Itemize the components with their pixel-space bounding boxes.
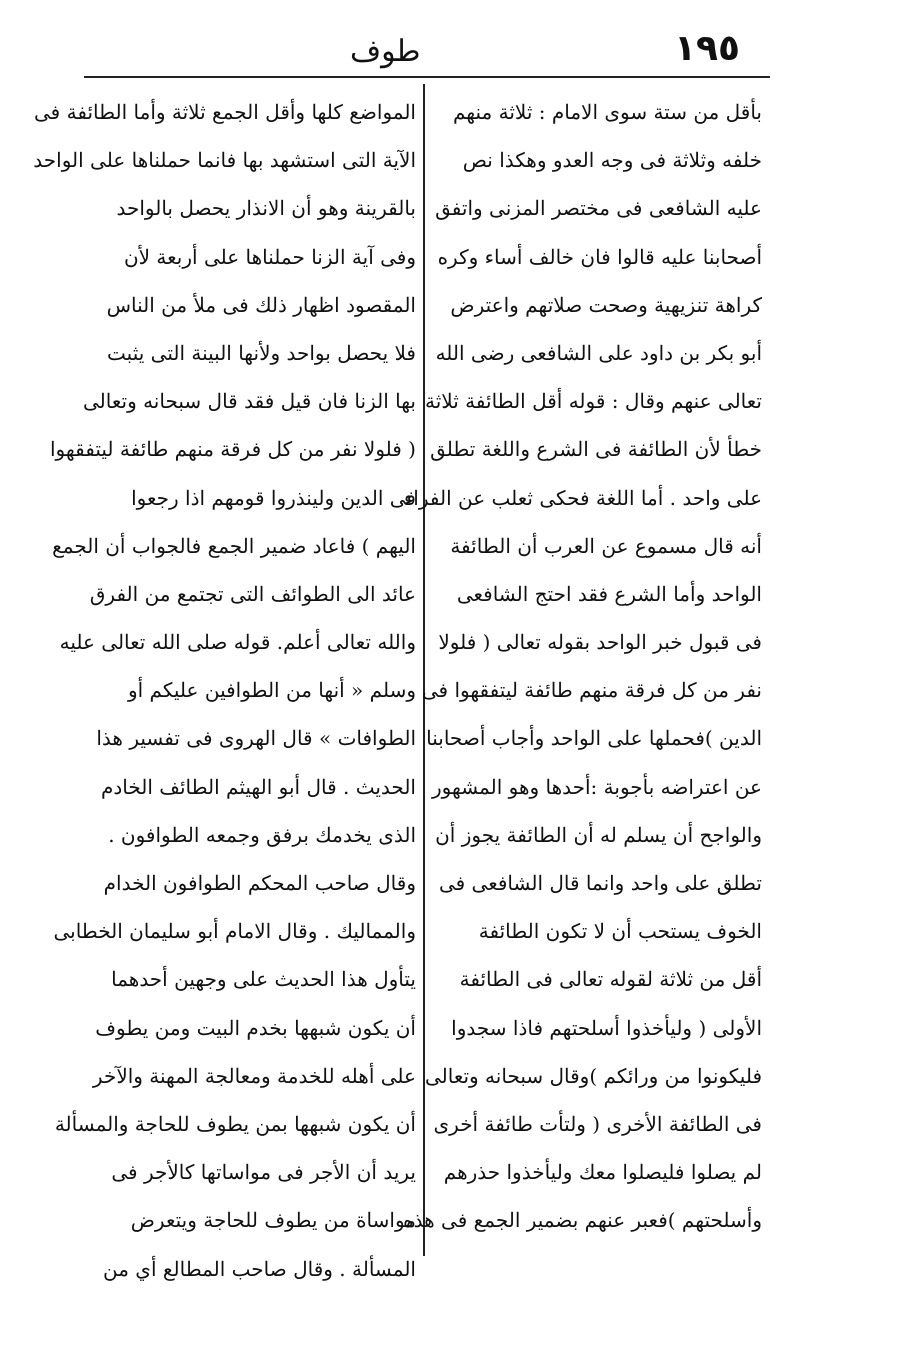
left-column-line: أن يكون شبهها بمن يطوف للحاجة والمسألة — [54, 1111, 416, 1136]
right-column-line: الخوف يستحب أن لا تكون الطائفة — [478, 919, 762, 944]
left-column-line: الطوافات » قال الهروى فى تفسير هذا — [96, 726, 416, 751]
right-column-line: نفر من كل فرقة منهم طائفة ليتفقهوا فى — [421, 678, 762, 703]
right-column-line: تطلق على واحد وانما قال الشافعى فى — [438, 871, 762, 895]
left-column-line: مواساة من يطوف للحاجة ويتعرض — [130, 1208, 416, 1233]
left-column-line: على أهله للخدمة ومعالجة المهنة والآخر — [92, 1063, 416, 1088]
left-column-line: الحديث . قال أبو الهيثم الطائف الخادم — [100, 774, 416, 799]
left-column-line: الآية التى استشهد بها فانما حملناها على الواحد — [33, 148, 416, 173]
left-column-line: يريد أن الأجر فى مواساتها كالأجر فى — [111, 1160, 416, 1185]
right-column-line: على واحد . أما اللغة فحكى ثعلب عن الفراء — [403, 485, 762, 510]
left-column-line: أن يكون شبهها بخدم البيت ومن يطوف — [95, 1015, 416, 1040]
right-column-line: أصحابنا عليه قالوا فان خالف أساء وكره — [437, 244, 762, 269]
right-column-line: الأولى ( وليأخذوا أسلحتهم فاذا سجدوا — [451, 1015, 762, 1040]
left-column-line: فى الدين ولينذروا قومهم اذا رجعوا — [131, 485, 416, 510]
left-column-line: الذى يخدمك برفق وجمعه الطوافون . — [108, 822, 416, 847]
left-column-line: فلا يحصل بواحد ولأنها البينة التى يثبت — [107, 340, 416, 365]
left-column-line: وفى آية الزنا حملناها على أربعة لأن — [123, 244, 416, 269]
page-header — [70, 28, 740, 78]
right-column-line: عليه الشافعى فى مختصر المزنى واتفق — [435, 196, 762, 221]
left-column-line: والمماليك . وقال الامام أبو سليمان الخطابى — [53, 919, 416, 944]
left-column-line: بالقرينة وهو أن الانذار يحصل بالواحد — [116, 196, 416, 221]
right-column-line: تعالى عنهم وقال : قوله أقل الطائفة ثلاثة — [425, 389, 762, 414]
right-column-line: فليكونوا من ورائكم )وقال سبحانه وتعالى — [424, 1063, 762, 1088]
left-column-line: عائد الى الطوائف التى تجتمع من الفرق — [89, 581, 416, 606]
right-column-line: كراهة تنزيهية وصحت صلاتهم واعترض — [450, 292, 762, 317]
right-column-line: فى قبول خبر الواحد بقوله تعالى ( فلولا — [438, 630, 762, 655]
left-column-line: اليهم ) فاعاد ضمير الجمع فالجواب أن الجمع — [52, 533, 416, 558]
right-column-line: وأسلحتهم )فعبر عنهم بضمير الجمع فى هذه — [403, 1208, 762, 1233]
right-column-line: الواحد وأما الشرع فقد احتج الشافعى — [456, 581, 762, 606]
right-column-line: والواجح أن يسلم له أن الطائفة يجوز أن — [435, 822, 762, 847]
left-column-line: المسألة . وقال صاحب المطالع أي من — [103, 1256, 416, 1281]
right-column-line: فى الطائفة الأخرى ( ولتأت طائفة أخرى — [433, 1111, 762, 1136]
right-column-line: لم يصلوا فليصلوا معك وليأخذوا حذرهم — [443, 1160, 762, 1185]
right-column-line: أنه قال مسموع عن العرب أن الطائفة — [450, 533, 762, 558]
left-column — [33, 88, 416, 1293]
right-column-line: أقل من ثلاثة لقوله تعالى فى الطائفة — [459, 967, 762, 992]
right-column-line: خطأ لأن الطائفة فى الشرع واللغة تطلق — [430, 437, 762, 462]
page-title: طوف — [350, 34, 421, 69]
left-column-line: والله تعالى أعلم. قوله صلى الله تعالى عليه — [59, 630, 416, 655]
page-number: ١٩٥ — [674, 28, 740, 69]
header-rule — [84, 76, 770, 78]
left-column-line: المواضع كلها وأقل الجمع ثلاثة وأما الطائفة فى — [34, 100, 416, 124]
right-column — [403, 88, 762, 1245]
right-column-line: بأقل من ستة سوى الامام : ثلاثة منهم — [452, 100, 762, 124]
left-column-line: المقصود اظهار ذلك فى ملأ من الناس — [106, 292, 416, 317]
left-column-line: يتأول هذا الحديث على وجهين أحدهما — [111, 967, 416, 992]
left-column-line: ( فلولا نفر من كل فرقة منهم طائفة ليتفقهوا — [50, 437, 416, 462]
left-column-line: وسلم « أنها من الطوافين عليكم أو — [127, 678, 416, 703]
right-column-line: الدين )فحملها على الواحد وأجاب أصحابنا — [426, 726, 762, 751]
left-column-line: بها الزنا فان قيل فقد قال سبحانه وتعالى — [83, 389, 416, 414]
right-column-line: عن اعتراضه بأجوبة :أحدها وهو المشهور — [431, 774, 762, 799]
right-column-line: خلفه وثلاثة فى وجه العدو وهكذا نص — [462, 148, 762, 173]
right-column-line: أبو بكر بن داود على الشافعى رضى الله — [435, 340, 762, 365]
left-column-line: وقال صاحب المحكم الطوافون الخدام — [103, 871, 416, 895]
